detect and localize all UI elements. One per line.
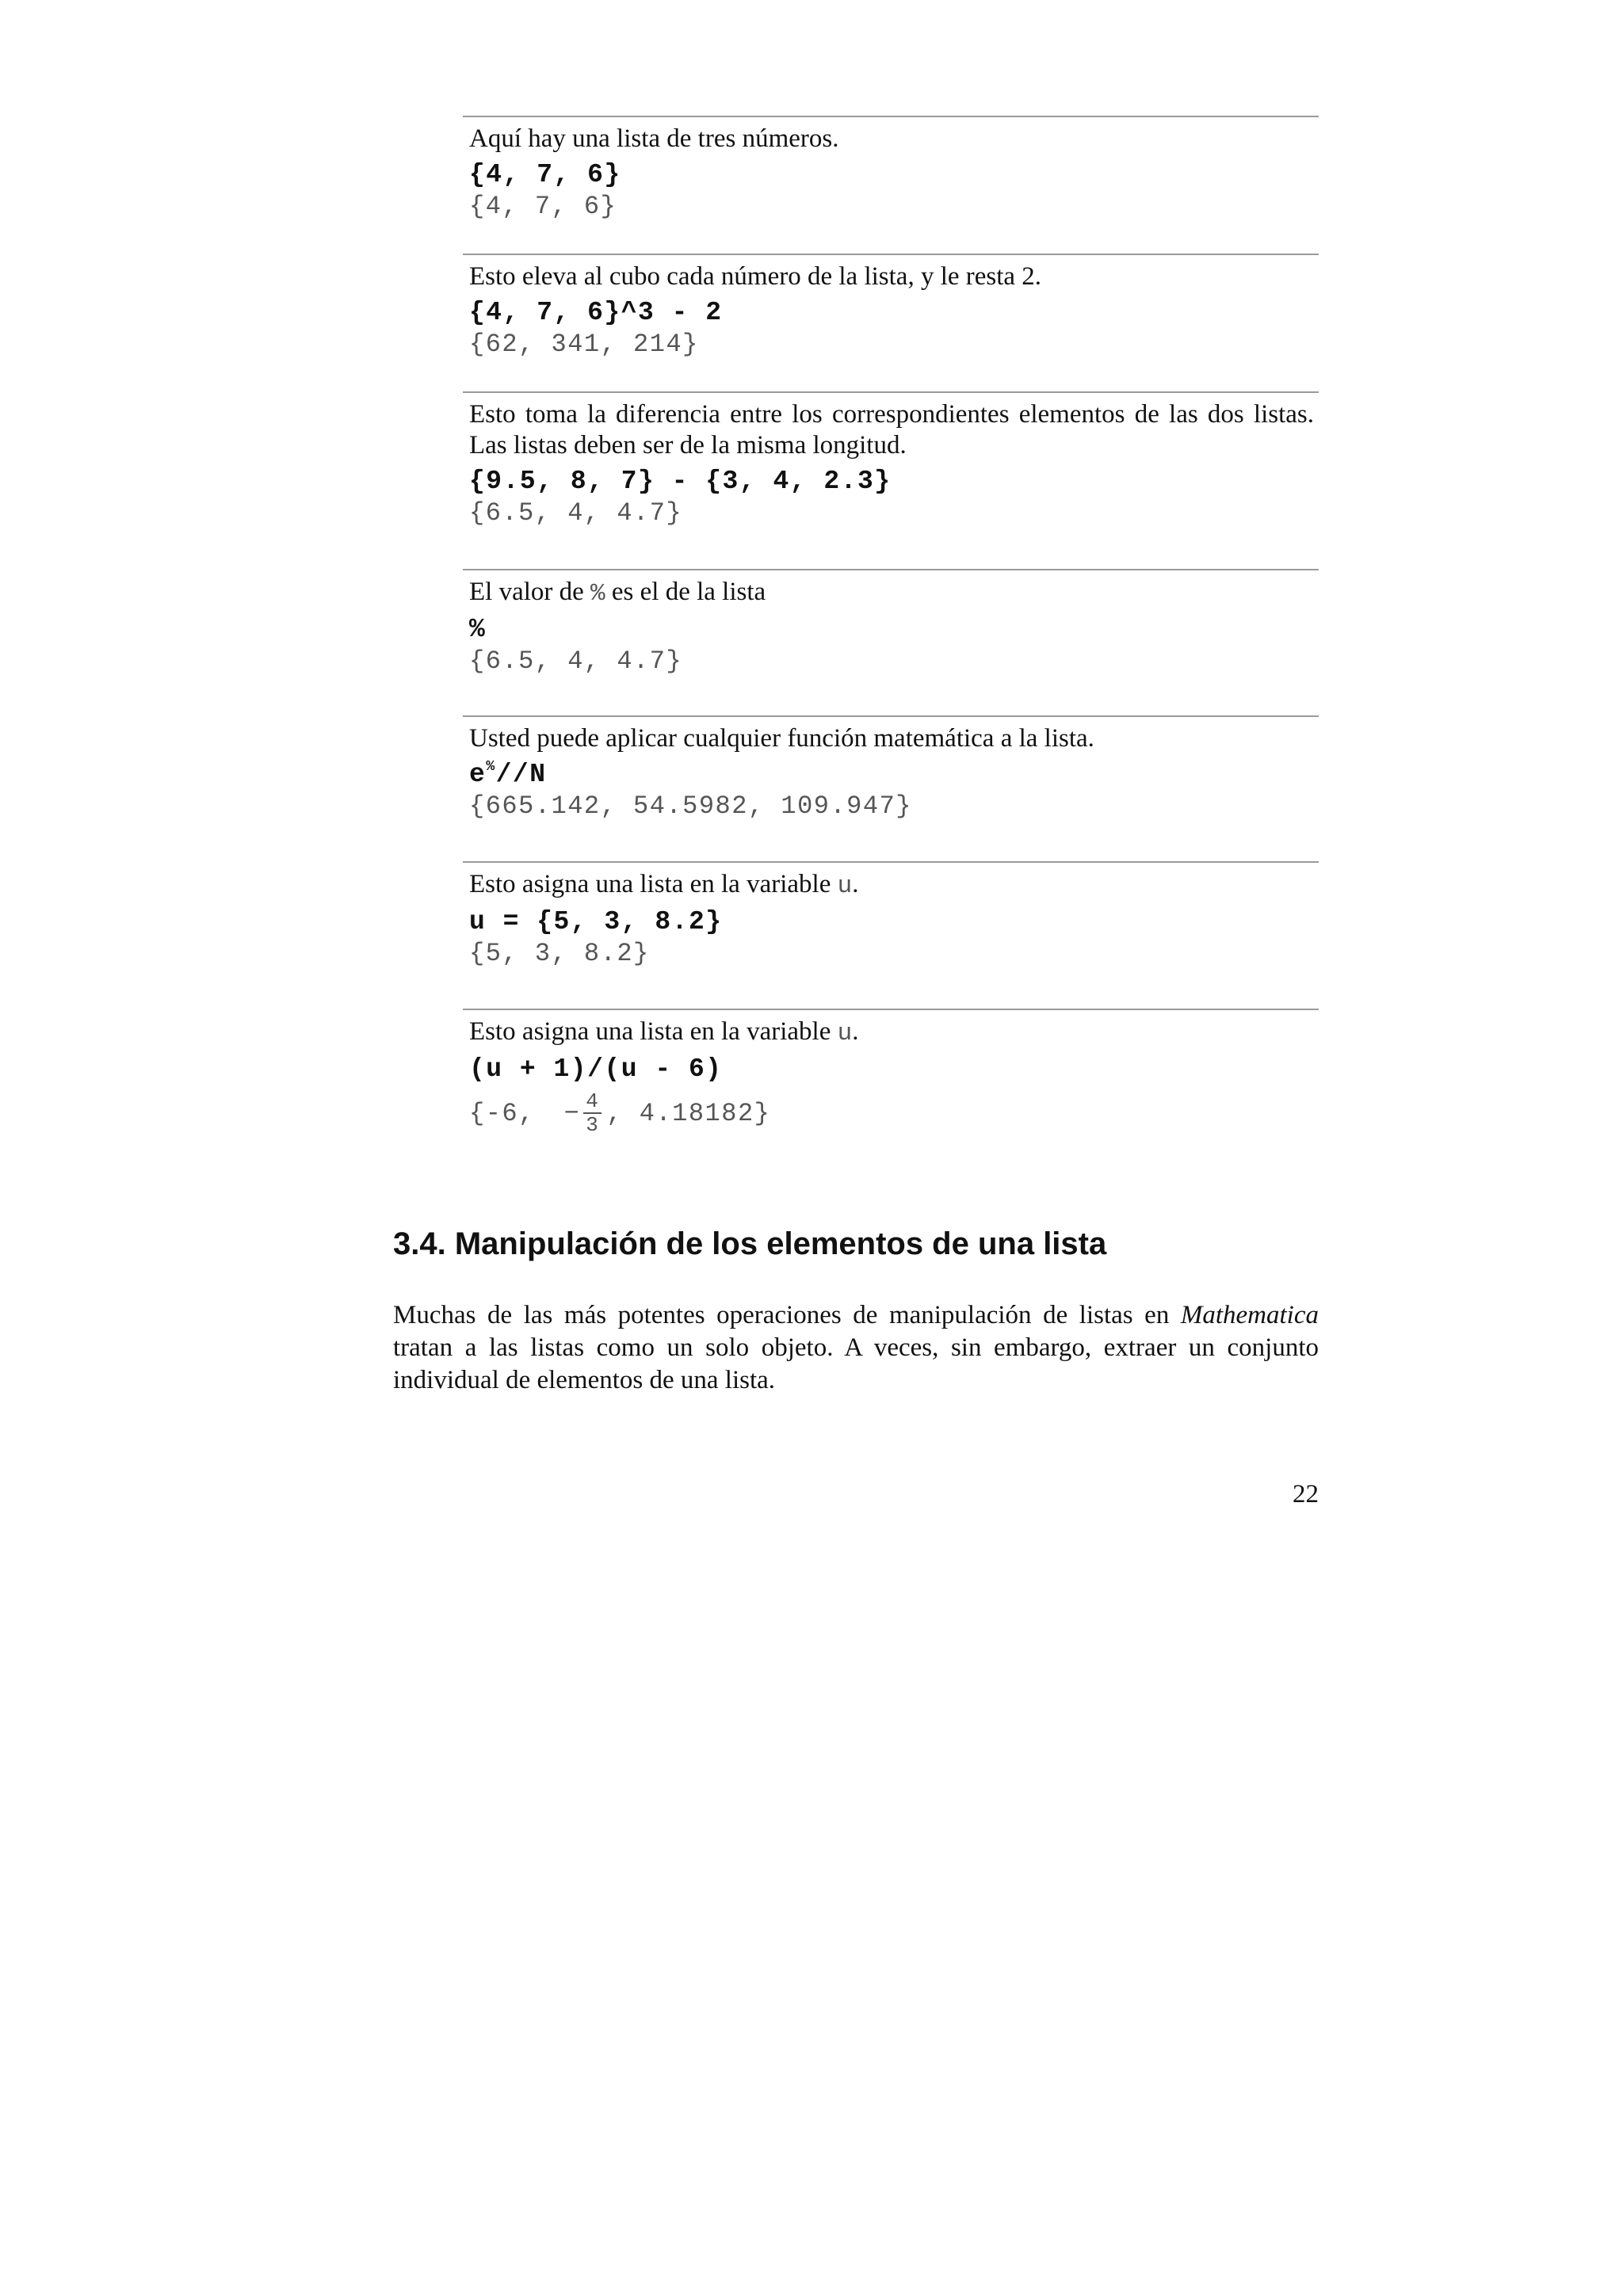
output-end: , 4.18182} [606,1098,771,1128]
fraction-numerator: 4 [583,1090,601,1114]
description-code: u [837,1020,853,1047]
example-description: Esto eleva al cubo cada número de la lista, y le resta 2. [469,262,1042,291]
description-text: El valor de [469,578,591,606]
output-cell [469,1090,1319,1136]
examples-list [463,116,1319,1183]
output-cell: {62, 341, 214} [469,330,699,359]
example-description: Aquí hay una lista de tres números. [469,124,839,153]
input-cell: % [469,615,487,644]
input-cell: {9.5, 8, 7} - {3, 4, 2.3} [469,467,892,496]
example-description: Esto toma la diferencia entre los correspondientes elementos de las dos listas. Las listas deben ser de la misma longitud. [469,400,1314,460]
example-description: Usted puede aplicar cualquier función matemática a la lista. [469,724,1094,753]
output-cell: {665.142, 54.5982, 109.947} [469,791,912,821]
output-cell: {6.5, 4, 4.7} [469,646,683,676]
description-text: . [852,1017,859,1046]
example-1 [463,116,1319,254]
page-number: 22 [1293,1480,1319,1508]
output-minus: − [563,1098,581,1128]
example-7 [463,1009,1319,1183]
example-4 [463,569,1319,715]
input-rest: //N [495,760,547,789]
input-cell [469,759,1319,791]
output-start: {-6, [469,1098,552,1128]
input-base: e [469,760,487,789]
example-3 [463,391,1319,569]
section-heading: 3.4. Manipulación de los elementos de una lista [393,1226,1107,1261]
input-cell: (u + 1)/(u - 6) [469,1055,723,1084]
example-2 [463,254,1319,391]
description-code: u [837,872,853,900]
paragraph-text: Muchas de las más potentes operaciones de manipulación de listas en [393,1301,1181,1329]
output-cell: {4, 7, 6} [469,192,617,221]
input-exponent: % [486,759,496,775]
description-text: . [852,870,859,898]
example-description [469,1016,1314,1049]
example-6 [463,861,1319,1009]
example-description [469,869,1314,902]
input-cell: {4, 7, 6}^3 - 2 [469,298,723,327]
paragraph-emphasis: Mathematica [1180,1301,1319,1329]
output-cell: {5, 3, 8.2} [469,939,650,968]
output-cell: {6.5, 4, 4.7} [469,498,683,528]
description-text: es el de la lista [605,578,766,606]
input-cell: u = {5, 3, 8.2} [469,907,723,936]
description-text: Esto asigna una lista en la variable [469,870,838,898]
paragraph-text: tratan a las listas como un solo objeto. A veces, sin embargo, extraer un conjunto individual de elementos de una lista. [393,1333,1319,1394]
fraction [583,1090,601,1136]
example-description [469,577,1314,609]
description-text: Esto asigna una lista en la variable [469,1017,838,1046]
input-cell: {4, 7, 6} [469,160,621,189]
fraction-denominator: 3 [586,1113,600,1137]
description-code: % [590,580,605,608]
section-paragraph [393,1299,1319,1397]
example-5 [463,715,1319,861]
